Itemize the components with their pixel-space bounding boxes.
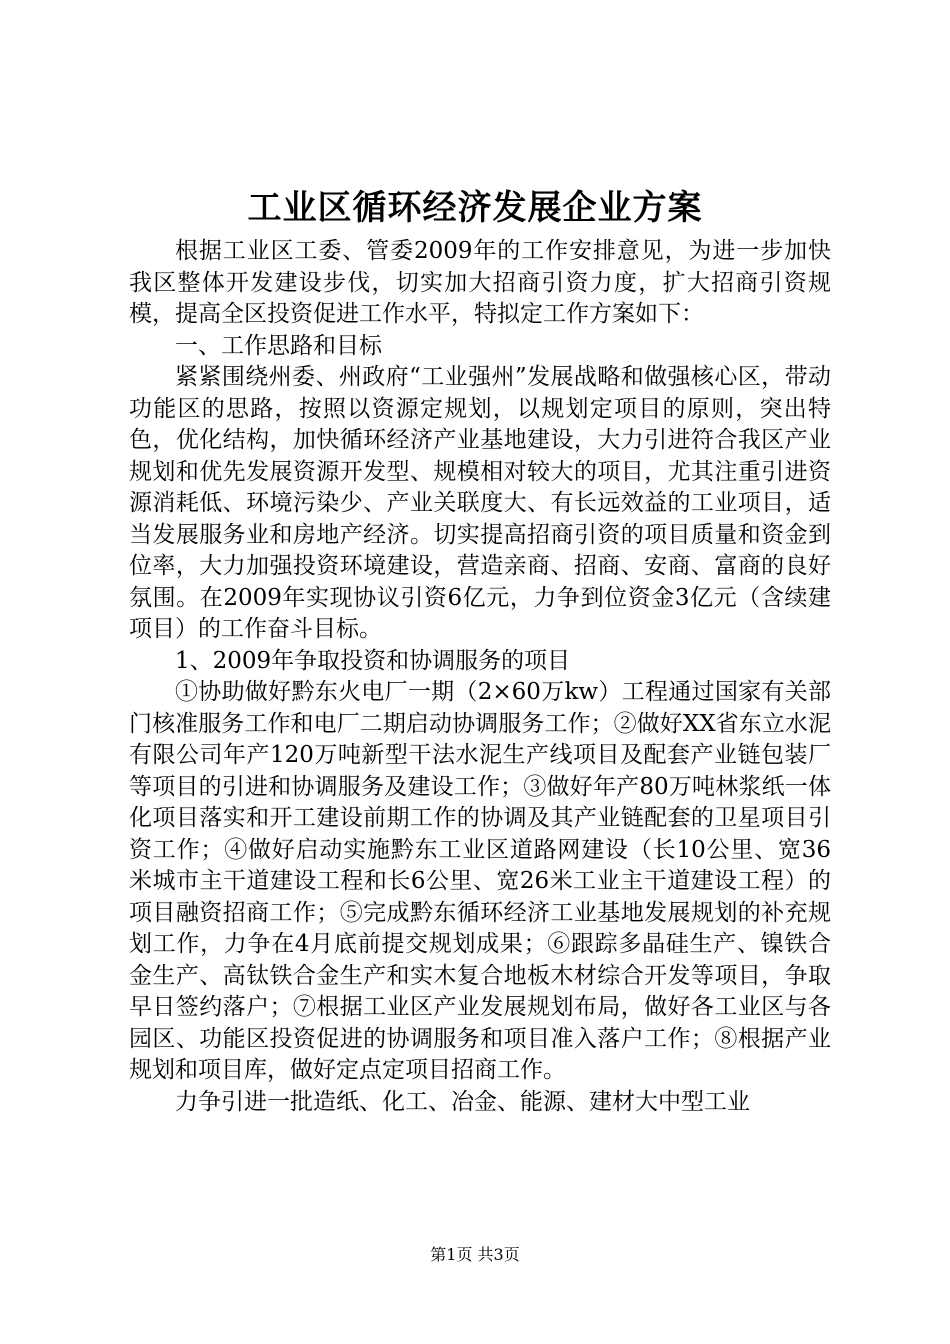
section-heading: 一、工作思路和目标 [175, 332, 382, 359]
paragraph-projects: ①协助做好黔东火电厂一期（2×60万kw）工程通过国家有关部门核准服务工作和电厂二期启动协调服务工作；②做好XX省东立水泥有限公司年产120万吨新型干法水泥生产线项目及配套产业链包装厂等项目的引进和协调服务及建设工作；③做好年产80万吨林浆纸一体化项目落实和开工建设前期工作的协调及其产业链配套的卫星项目引资工作；④做好启动实施黔东工业区道路网建设（长10公里、宽36米城市主干道建设工程和长6公里、宽26米工业主干道建设工程）的项目融资招商工作；⑤完成黔东循环经济工业基地发展规划的补充规划工作，力争在4月底前提交规划成果；⑥跟踪多晶硅生产、镍铁合金生产、高钛铁合金生产和实木复合地板木材综合开发等项目，争取早日签约落户；⑦根据工业区产业发展规划布局，做好各工业区与各园区、功能区投资促进的协调服务和项目准入落户工作；⑧根据产业规划和项目库，做好定点定项目招商工作。 [129, 679, 831, 1083]
paragraph-goals: 紧紧围绕州委、州政府“工业强州”发展战略和做强核心区，带动功能区的思路，按照以资源定规划，以规划定项目的原则，突出特色，优化结构，加快循环经济产业基地建设，大力引进符合我区产业规划和优先发展资源开发型、规模相对较大的项目，尤其注重引进资源消耗低、环境污染少、产业关联度大、有长远效益的工业项目，适当发展服务业和房地产经济。切实提高招商引资的项目质量和资金到位率，大力加强投资环境建设，营造亲商、招商、安商、富商的良好氛围。在2009年实现协议引资6亿元，力争到位资金3亿元（含续建项目）的工作奋斗目标。 [129, 364, 831, 642]
paragraph-intro: 根据工业区工委、管委2009年的工作安排意见，为进一步加快我区整体开发建设步伐，切实加大招商引资力度，扩大招商引资规模，提高全区投资促进工作水平，特拟定工作方案如下： [129, 238, 831, 327]
paragraph-continued: 力争引进一批造纸、化工、冶金、能源、建材大中型工业 [175, 1088, 750, 1115]
document-title: 工业区循环经济发展企业方案 [247, 188, 703, 228]
document-body [129, 236, 831, 1118]
subsection-heading: 1、2009年争取投资和协调服务的项目 [175, 647, 571, 674]
page-number: 第1页 共3页 [430, 1245, 520, 1264]
